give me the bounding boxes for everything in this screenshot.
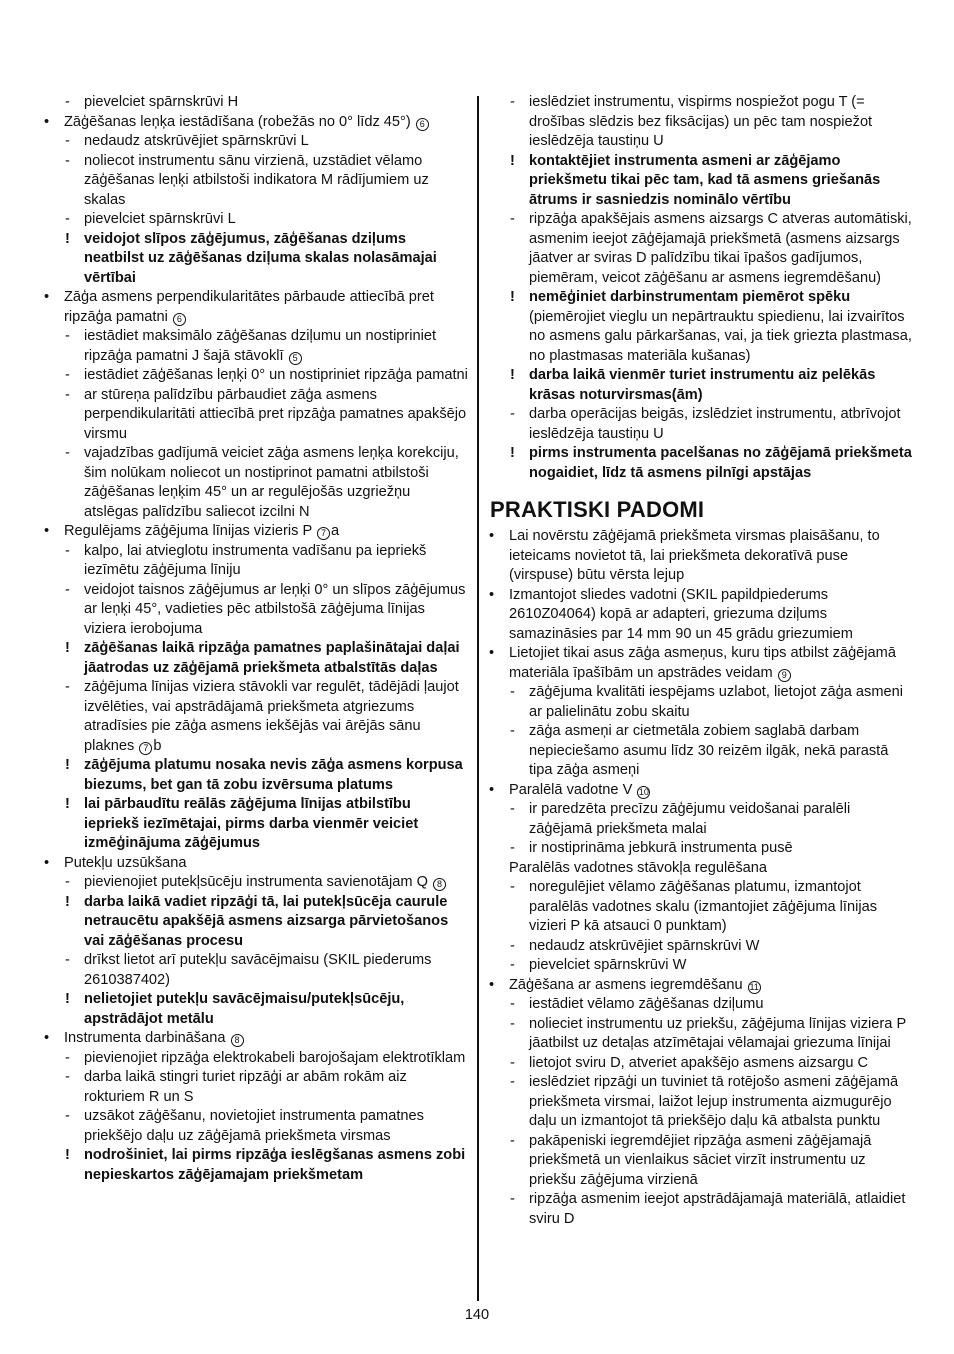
list-marker: • [489, 976, 495, 993]
item-text: zāģa asmeņi ar cietmetāla zobiem saglabā darbam nepieciešamo asumu līdz 30 reizēm ilgāk, nekā parastā tipa zāģa asmeņi [529, 723, 889, 778]
item-text: lietojot sviru D, atveriet apakšējo asmens aizsargu C [529, 1054, 869, 1071]
bullet-item [489, 527, 913, 586]
warning-marker: ! [510, 445, 515, 461]
item-text: ir nostiprināma jebkurā instrumenta pusē [529, 840, 793, 856]
figure-reference-icon: 7 [139, 742, 152, 755]
figure-reference-icon: 5 [289, 352, 302, 365]
item-text: noregulējiet vēlamo zāģēšanas platumu, izmantojot paralēlās vadotnes skalu (izmantojiet zāģējuma līnijas vizieri P kā atsauci 0 punktam) [529, 879, 877, 934]
warning-item [44, 990, 468, 1029]
dash-item [44, 210, 468, 230]
item-text: ripzāģa apakšējais asmens aizsargs C atveras automātiski, asmenim ieejot zāģējamajā priekšmetā (asmens aizsargs jāatver ar sviras D palīdzību tikai īpašos gadījumos, piemēram, veicot zāģēšanu ar asmens iegremdēšanu) [529, 211, 912, 286]
figure-reference-icon: 7 [317, 527, 330, 540]
list-marker: - [510, 1191, 515, 1207]
warning-marker: ! [65, 640, 70, 656]
figure-reference-suffix: a [331, 523, 340, 539]
bullet-item [44, 522, 468, 542]
list-marker: - [65, 542, 70, 559]
list-marker: - [510, 1015, 515, 1032]
dash-item [44, 386, 468, 445]
item-text: Zāģēšanas leņķa iestādīšana (robežās no 0° līdz 45°) [64, 113, 411, 130]
item-text: Paralēlās vadotnes stāvokļa regulēšana [509, 859, 767, 876]
dash-item [44, 1107, 468, 1146]
dash-item [44, 542, 468, 581]
list-marker: • [489, 528, 495, 544]
dash-item [489, 1073, 913, 1132]
dash-item [44, 366, 468, 386]
list-marker: - [510, 684, 515, 700]
list-marker: - [510, 840, 515, 856]
dash-item [44, 873, 468, 893]
item-text: darba laikā stingri turiet ripzāģi ar abām rokām aiz rokturiem R un S [84, 1069, 407, 1105]
dash-item [44, 1068, 468, 1107]
list-marker: - [510, 406, 515, 422]
list-marker: • [44, 1030, 50, 1046]
item-text: nodrošiniet, lai pirms ripzāģa ieslēgšanas asmens zobi nepieskartos zāģējamajam priekšmetam [84, 1147, 466, 1183]
item-text: nolieciet instrumentu uz priekšu, zāģējuma līnijas viziera P jāatbilst uz detaļas atzīmētajai vēlamajai griezuma līnijai [529, 1015, 906, 1051]
list-marker: - [65, 94, 70, 110]
dash-item [489, 683, 913, 722]
item-text: darba operācijas beigās, izslēdziet instrumentu, atbrīvojot ieslēdzēja taustiņu U [529, 406, 901, 442]
list-marker: - [65, 445, 70, 461]
dash-item [489, 1015, 913, 1054]
figure-reference-icon: 6 [416, 118, 429, 131]
warning-marker: ! [65, 796, 70, 812]
list-marker: - [65, 367, 70, 383]
dash-item [44, 152, 468, 211]
dash-item [489, 1132, 913, 1191]
item-text: zāģējuma kvalitāti iespējams uzlabot, lietojot zāģa asmeni ar palielinātu zobu skaitu [529, 684, 903, 720]
warning-item [44, 1146, 468, 1185]
figure-reference-icon: 8 [231, 1034, 244, 1047]
item-text: zāģējuma platumu nosaka nevis zāģa asmens korpusa biezums, bet gan tā zobu izvērsuma platums [84, 757, 463, 793]
item-text: Paralēlā vadotne V [509, 781, 633, 798]
list-marker: • [44, 523, 50, 539]
list-marker: - [65, 952, 70, 968]
dash-item [489, 1054, 913, 1074]
item-text: veidojot slīpos zāģējumus, zāģēšanas dziļums neatbilst uz zāģēšanas dziļuma skalas nolasāmajai vērtībai [84, 230, 437, 286]
dash-item [489, 1190, 913, 1229]
list-marker: - [65, 581, 70, 598]
item-text: nelietojiet putekļu savācējmaisu/putekļsūcēju, apstrādājot metālu [84, 991, 405, 1027]
list-marker: - [510, 94, 515, 110]
list-marker: - [510, 1132, 515, 1149]
warning-marker: ! [510, 152, 515, 169]
warning-item [489, 152, 913, 211]
list-marker: - [65, 152, 70, 169]
item-text: Zāģēšana ar asmens iegremdēšanu [509, 976, 743, 993]
list-marker: - [510, 1074, 515, 1090]
dash-item [44, 327, 468, 366]
item-text: ieslēdziet ripzāģi un tuviniet tā rotējošo asmeni zāģējamā priekšmeta virsmai, laižot lejup instrumenta aizmugurējo daļu un izmantojot tā priekšējo daļu kā atbalsta punktu [529, 1074, 899, 1129]
list-marker: • [489, 645, 495, 661]
warning-marker: ! [510, 289, 515, 305]
item-text: ar stūreņa palīdzību pārbaudiet zāģa asmens perpendikularitāti attiecībā pret ripzāģa pamatnes apakšējo virsmu [84, 386, 467, 442]
list-marker: - [65, 211, 70, 227]
list-marker: - [510, 211, 515, 227]
dash-item [489, 956, 913, 976]
item-text: pievelciet spārnskrūvi W [529, 957, 687, 973]
dash-item [44, 132, 468, 152]
dash-item [489, 995, 913, 1015]
item-text: darba laikā vienmēr turiet instrumentu aiz pelēkās krāsas noturvirsmas(ām) [529, 367, 876, 403]
figure-reference-icon: 9 [778, 669, 791, 682]
column-divider [477, 96, 479, 1301]
item-text: darba laikā vadiet ripzāģi tā, lai putekļsūcēja caurule netraucētu apakšējā asmens aizsarga pārvietošanos vai zāģēšanas procesu [84, 893, 449, 949]
warning-item [44, 230, 468, 289]
bullet-item [44, 854, 468, 874]
dash-item [489, 722, 913, 781]
list-marker: - [510, 957, 515, 973]
warning-item [489, 444, 913, 483]
warning-marker: ! [65, 230, 70, 247]
item-text: Lietojiet tikai asus zāģa asmeņus, kuru tips atbilst zāģējamā materiāla īpašībām un apstrādes veidam [509, 645, 896, 681]
item-text: iestādiet zāģēšanas leņķi 0° un nostipriniet ripzāģa pamatni [84, 367, 468, 383]
list-marker: - [65, 133, 70, 149]
dash-item [44, 951, 468, 990]
list-marker: - [65, 874, 70, 890]
item-text: nedaudz atskrūvējiet spārnskrūvi W [529, 937, 760, 954]
list-marker: - [65, 1108, 70, 1124]
item-text: nedaudz atskrūvējiet spārnskrūvi L [84, 133, 309, 149]
item-text: Zāģa asmens perpendikularitātes pārbaude attiecībā pret ripzāģa pamatni [64, 289, 434, 325]
item-text: pievelciet spārnskrūvi H [84, 94, 239, 110]
dash-item [44, 444, 468, 522]
dash-item [44, 93, 468, 113]
list-marker: • [489, 781, 495, 798]
item-text: iestādiet maksimālo zāģēšanas dziļumu un nostipriniet ripzāģa pamatni J šajā stāvoklī [84, 328, 437, 364]
dash-item [44, 678, 468, 756]
warning-marker: ! [65, 893, 70, 910]
item-text: zāģējuma līnijas viziera stāvokli var regulēt, tādējādi ļaujot izvēlēties, vai apstrādājamā priekšmeta atgriezums atradīsies pie zāģa asmens iekšējās vai ārējās sānu plaknes [84, 679, 459, 754]
item-text: uzsākot zāģēšanu, novietojiet instrumenta pamatnes priekšējo daļu uz zāģējamā priekšmeta virsmas [84, 1108, 424, 1144]
list-marker: - [65, 1049, 70, 1066]
bullet-item [489, 781, 913, 801]
bullet-item [44, 1029, 468, 1049]
item-text: pievienojiet putekļsūcēju instrumenta savienotājam Q [84, 874, 428, 890]
figure-reference-icon: 11 [749, 981, 759, 992]
item-text: kalpo, lai atvieglotu instrumenta vadīšanu pa iepriekš iezīmētu zāģējuma līniju [84, 542, 427, 578]
list-marker: • [44, 113, 50, 130]
figure-reference-suffix: b [153, 737, 162, 754]
item-text: pievienojiet ripzāģa elektrokabeli barojošajam elektrotīklam [84, 1049, 466, 1066]
item-text: ripzāģa asmenim ieejot apstrādājamajā materiālā, atlaidiet sviru D [529, 1191, 906, 1227]
warning-item [44, 795, 468, 854]
list-marker: - [65, 328, 70, 344]
list-marker: - [65, 1069, 70, 1085]
item-text: Instrumenta darbināšana [64, 1030, 226, 1046]
dash-item [489, 839, 913, 859]
item-text: vajadzības gadījumā veiciet zāģa asmens leņķa korekciju, šim nolūkam noliecot un nostiprinot pamatni atbilstoši zāģēšanas leņķim 45° un ar regulējošās uzgriežņu atslēgas palīdzību saliecot izcilni N [84, 445, 459, 520]
list-marker: - [510, 996, 515, 1012]
page-number: 140 [464, 1307, 490, 1323]
dash-item [489, 210, 913, 288]
warning-item [44, 893, 468, 952]
list-marker: • [44, 854, 50, 871]
item-text: Lai novērstu zāģējamā priekšmeta virsmas plaisāšanu, to ieteicams novietot tā, lai priekšmeta dekoratīvā puse (virspuse) būtu vērsta lejup [509, 528, 880, 583]
warning-item [44, 756, 468, 795]
dash-item [489, 878, 913, 937]
item-text: pievelciet spārnskrūvi L [84, 211, 236, 227]
list-marker: - [510, 879, 515, 895]
item-text: Izmantojot sliedes vadotni (SKIL papildpiederums 2610Z04064) kopā ar adapteri, griezuma dziļums samazināsies par 14 mm 90 un 45 grādu griezumiem [509, 586, 853, 642]
warning-item [489, 288, 913, 366]
item-text: pakāpeniski iegremdējiet ripzāģa asmeni zāģējamajā priekšmetā un vienlaikus sāciet virzīt instrumentu uz priekšu zāģējuma virzienā [529, 1132, 872, 1188]
dash-item [44, 581, 468, 640]
bullet-item [44, 288, 468, 327]
item-text: iestādiet vēlamo zāģēšanas dziļumu [529, 996, 764, 1012]
dash-item [44, 1049, 468, 1069]
item-text: drīkst lietot arī putekļu savācējmaisu (SKIL piederums 2610387402) [84, 952, 432, 988]
item-text: kontaktējiet instrumenta asmeni ar zāģējamo priekšmetu tikai pēc tam, kad tā asmens griešanās ātrums ir sasniedzis nominālo vērtību [529, 152, 881, 208]
warning-item [489, 366, 913, 405]
item-text: nemēģiniet darbinstrumentam piemērot spēku [529, 289, 851, 305]
list-marker: - [510, 801, 515, 817]
bullet-item [489, 586, 913, 645]
list-marker: - [510, 723, 515, 739]
figure-reference-icon: 6 [173, 313, 186, 326]
warning-marker: ! [65, 991, 70, 1007]
item-text: Putekļu uzsūkšana [64, 854, 187, 871]
warning-item [44, 639, 468, 678]
paragraph [489, 859, 913, 879]
dash-item [489, 405, 913, 444]
warning-marker: ! [65, 757, 70, 773]
section-heading: PRAKTISKI PADOMI [490, 497, 705, 522]
dash-item [489, 800, 913, 839]
dash-item [489, 93, 913, 152]
list-marker: - [65, 679, 70, 695]
bullet-item [489, 976, 913, 996]
item-text: ir paredzēta precīzu zāģējumu veidošanai paralēli zāģējamā priekšmeta malai [529, 801, 851, 837]
item-text-tail: (piemērojiet vieglu un nepārtrauktu spiedienu, lai izvairītos no asmens galu pārkaršanas, vai, ja tiek griezta plastmasa, no plastmasas materiāla kušanas) [529, 308, 912, 364]
item-text: veidojot taisnos zāģējumus ar leņķi 0° un slīpos zāģējumus ar leņķi 45°, vadieties pēc atbilstošā zāģējuma līnijas viziera ierobojuma [84, 581, 466, 637]
list-marker: - [510, 937, 515, 954]
item-text: noliecot instrumentu sānu virzienā, uzstādiet vēlamo zāģēšanas leņķi atbilstoši indikatora M rādījumiem uz skalas [84, 152, 429, 208]
item-text: ieslēdziet instrumentu, vispirms nospiežot pogu T (= drošības slēdzis bez fiksācijas) un pēc tam nospiežot ieslēdzēja taustiņu U [529, 94, 873, 149]
right-column [489, 93, 913, 1229]
list-marker: - [65, 386, 70, 403]
item-text: zāģēšanas laikā ripzāģa pamatnes paplašinātajai daļai jāatrodas uz zāģējamā priekšmeta atbalstītās daļas [84, 640, 460, 676]
warning-marker: ! [510, 367, 515, 383]
list-marker: • [489, 586, 495, 603]
figure-reference-icon: 10 [638, 786, 649, 797]
list-marker: - [510, 1054, 515, 1071]
dash-item [489, 937, 913, 957]
item-text: lai pārbaudītu reālās zāģējuma līnijas atbilstību iepriekš iezīmētajai, pirms darba vienmēr veiciet izmēģinājuma zāģējumus [84, 796, 419, 851]
item-text: Regulējams zāģējuma līnijas vizieris P [64, 523, 312, 539]
bullet-item [489, 644, 913, 683]
figure-reference-icon: 8 [433, 878, 446, 891]
warning-marker: ! [65, 1147, 70, 1163]
item-text: pirms instrumenta pacelšanas no zāģējamā priekšmeta nogaidiet, līdz tā asmens pilnīgi apstājas [529, 445, 912, 481]
list-marker: • [44, 289, 50, 305]
left-column [44, 93, 468, 1185]
bullet-item [44, 113, 468, 133]
